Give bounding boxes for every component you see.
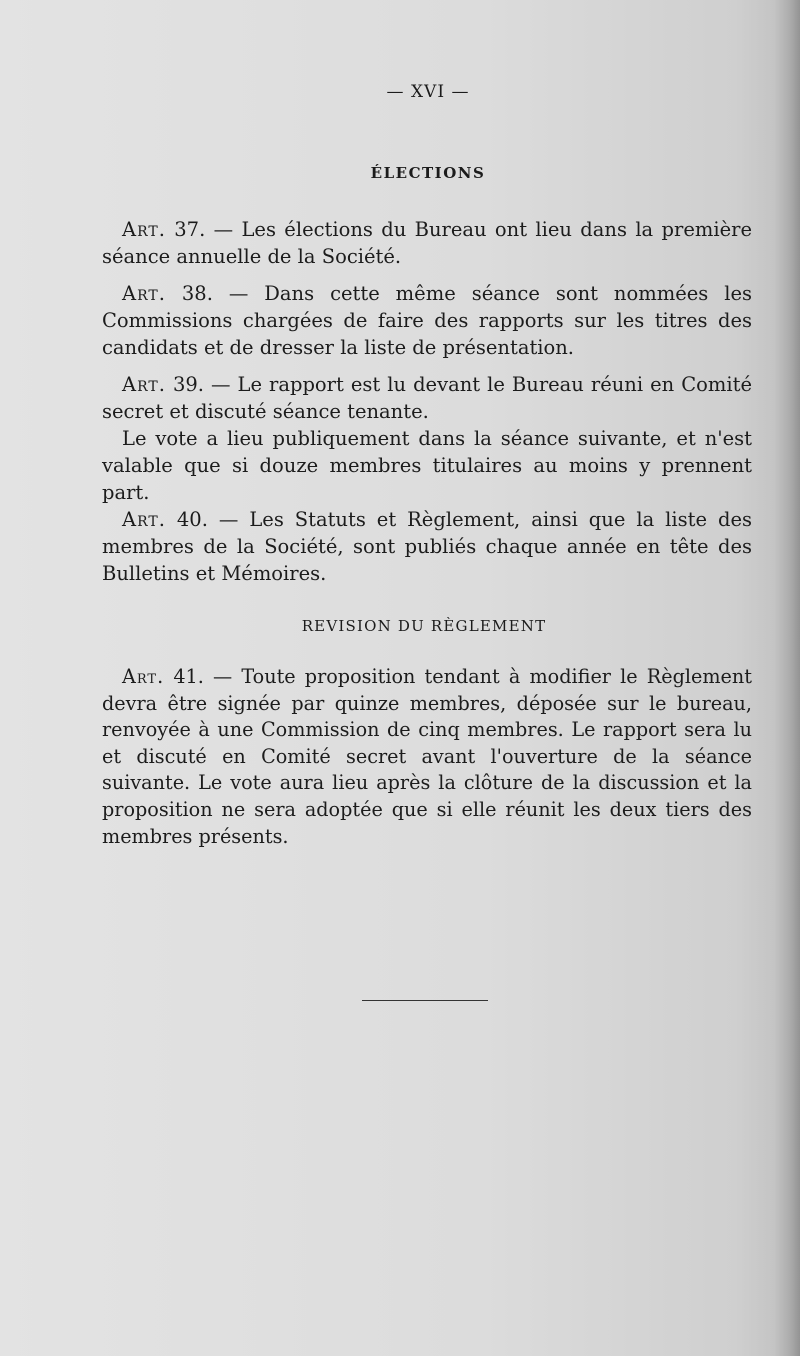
article-label: Art. [122,218,166,241]
elections-articles [102,216,752,587]
article-label: Art. [122,373,166,396]
article-41 [102,664,752,850]
section-heading-elections: ÉLECTIONS [370,164,486,182]
article-38 [102,280,752,361]
article-label: Art. [122,665,165,688]
article-number: 37. — [174,218,234,241]
article-text: Les élections du Bureau ont lieu dans la première séance annuelle de la Société. [102,218,752,268]
article-text: Le rapport est lu devant le Bureau réuni en Comité secret et discuté séance tenante. [102,373,753,423]
article-40 [102,506,752,587]
section-heading-revision: REVISION DU RÈGLEMENT [301,617,547,635]
article-text: Toute proposition tendant à modifier le Règlement devra être signée par quinze membres, déposée sur le bureau, renvoyée à une Commission de cinq membres. Le rapport sera lu et discuté en Comité secret avant l'ouverture de la séance suivante. Le vote aura lieu après la clôture de la discussion et la proposition ne sera adoptée que si elle réunit les deux tiers des membres présents. [102,665,752,848]
article-39-continuation [102,425,752,506]
closing-rule [362,1000,488,1001]
article-number: 39. — [172,373,231,396]
article-number: 40. — [176,508,239,531]
article-number: 38. — [181,282,249,305]
article-text: Le vote a lieu publiquement dans la séance suivante, et n'est valable que si douze membres titulaires au moins y prennent part. [102,427,752,504]
article-number: 41. — [173,665,233,688]
article-label: Art. [122,282,166,305]
revision-articles [102,664,752,850]
page-number: — XVI — [386,82,470,102]
article-37 [102,216,752,270]
article-text: Dans cette même séance sont nommées les Commissions chargées de faire des rapports sur les titres des candidats et de dresser la liste de présentation. [102,282,753,359]
page-edge-shadow [774,0,800,1356]
article-label: Art. [122,508,166,531]
article-39 [102,371,752,425]
article-text: Les Statuts et Règlement, ainsi que la liste des membres de la Société, sont publiés chaque année en tête des Bulletins et Mémoires. [102,508,753,585]
